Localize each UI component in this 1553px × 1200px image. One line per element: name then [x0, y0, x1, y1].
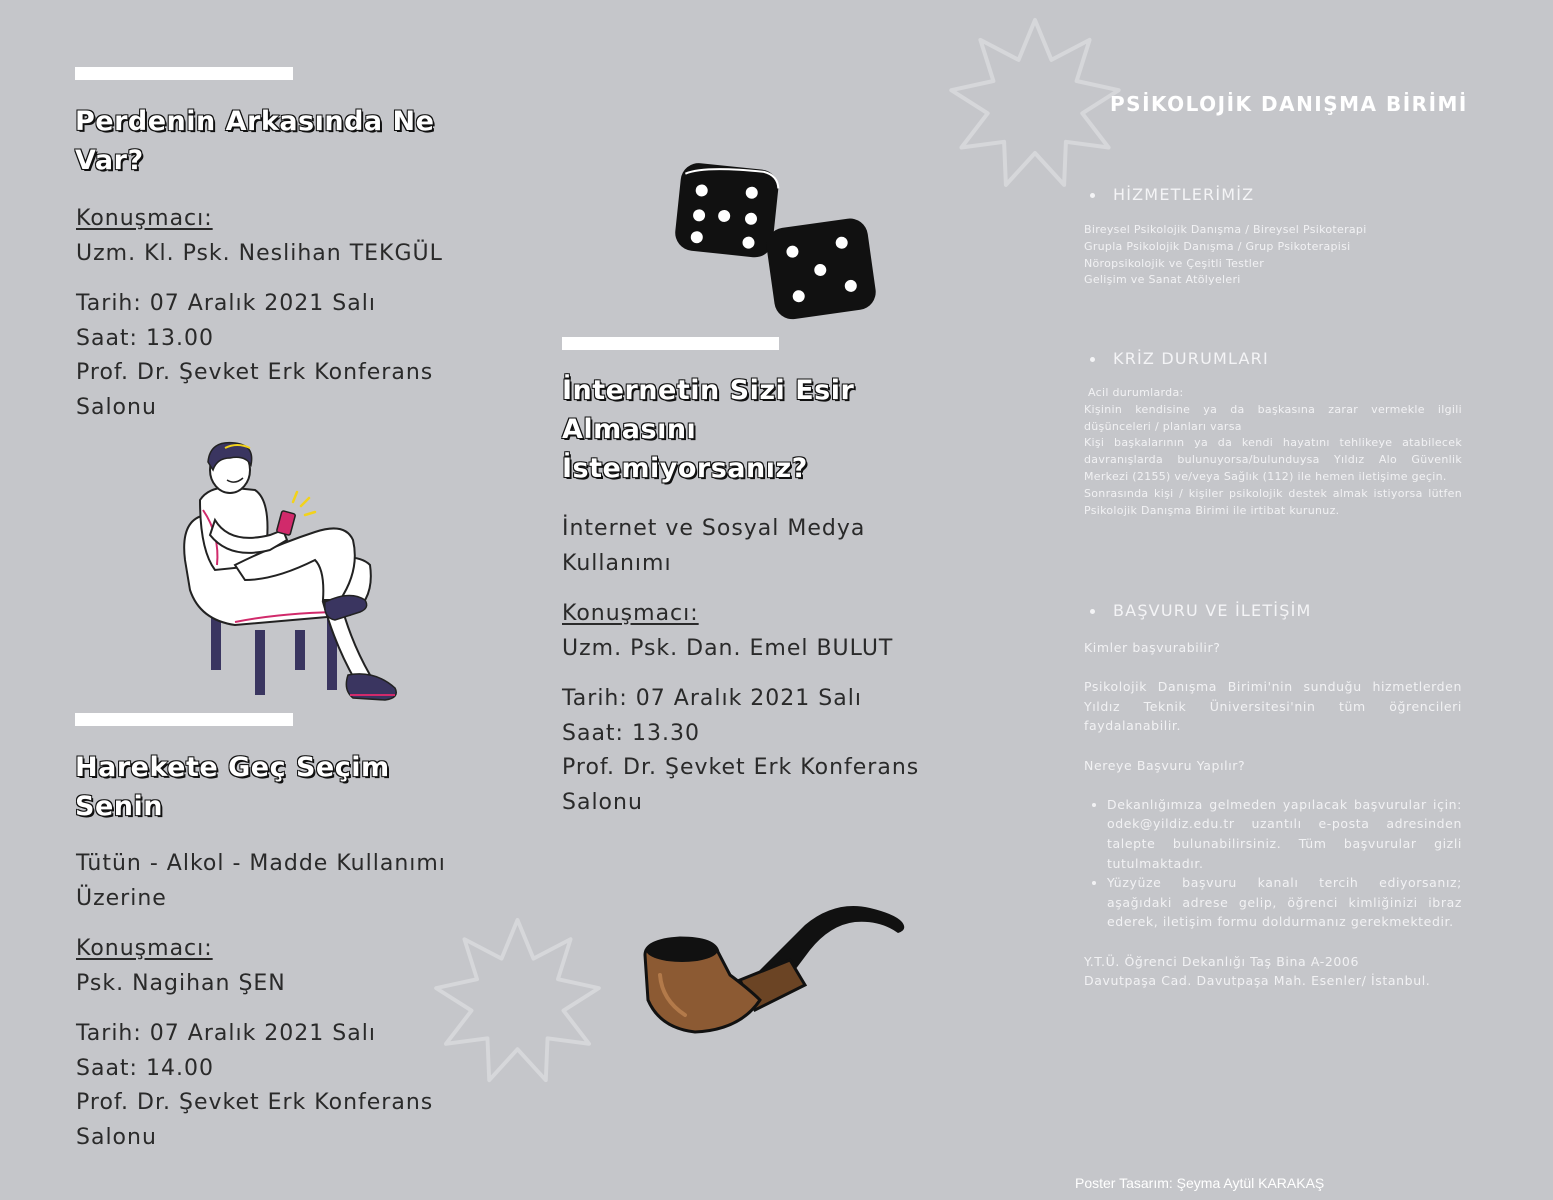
star-outline-icon [430, 915, 605, 1090]
crisis-paragraph: Sonrasında kişi / kişiler psikolojik destek almak istiyorsa lütfen Psikolojik Danışma Birimi ile irtibat kurunuz. [1084, 486, 1462, 517]
speaker-label: Konuşmacı: [76, 936, 213, 961]
speaker-name: Uzm. Psk. Dan. Emel BULUT [562, 635, 894, 661]
accent-bar [75, 67, 293, 80]
services-list [1084, 222, 1462, 289]
talk3-title: İnternetin Sizi Esir Almasını İstemiyorsanız? [562, 375, 855, 484]
list-item: Gelişim ve Sanat Atölyeleri [1084, 273, 1241, 287]
list-item: • Yüzyüze başvuru kanalı tercih ediyorsanız; aşağıdaki adrese gelip, öğrenci kimliğinizi ibraz ederek, iletişim formu doldurmanız gerekmektedir. [1107, 873, 1462, 932]
list-item: Grupla Psikolojik Danışma / Grup Psikoterapisi [1084, 239, 1351, 253]
list-item: Bireysel Psikolojik Danışma / Bireysel Psikoterapi [1084, 223, 1367, 236]
crisis-heading: KRİZ DURUMLARI [1092, 349, 1269, 368]
who-question: Kimler başvurabilir? [1084, 640, 1221, 655]
dice-icon [670, 158, 885, 323]
event-time: Saat: 13.30 [562, 720, 700, 746]
talk-subject: İnternet ve Sosyal Medya [562, 516, 866, 541]
services-heading: HİZMETLERİMİZ [1092, 185, 1254, 204]
speaker-label: Konuşmacı: [76, 206, 213, 231]
unit-title: PSİKOLOJİK DANIŞMA BİRİMİ [1110, 92, 1468, 116]
event-time: Saat: 13.00 [76, 325, 214, 351]
crisis-paragraph: Kişi başkalarının ya da kendi hayatını tehlikeye atabilecek davranışlarda bulunuyorsa/bulunduysa Yıldız Alo Güvenlik Merkezi (2155) ve/veya Sağlık (112) ile hemen iletişime geçin. [1084, 436, 1462, 483]
event-date: Tarih: 07 Aralık 2021 Salı [562, 686, 862, 711]
talk-subject: Kullanımı [562, 550, 672, 576]
talk3-details [562, 512, 919, 820]
event-date: Tarih: 07 Aralık 2021 Salı [76, 291, 376, 316]
talk-subject: Tütün - Alkol - Madde Kullanımı [76, 851, 446, 876]
list-item: • Dekanlığımıza gelmeden yapılacak başvurular için: odek@yildiz.edu.tr uzantılı e-posta adresinden talepte bulunabilirsiniz. Tüm başvurular gizli tutulmaktadır. [1107, 795, 1462, 873]
talk-subject: Üzerine [76, 885, 167, 911]
talk1-details [76, 202, 443, 425]
event-date: Tarih: 07 Aralık 2021 Salı [76, 1021, 376, 1046]
who-answer: Psikolojik Danışma Birimi'nin sunduğu hizmetlerden Yıldız Teknik Üniversitesi'nin tüm öğrencileri faydalanabilir. [1084, 679, 1462, 734]
event-venue: Salonu [562, 789, 643, 815]
poster-credit: Poster Tasarım: Şeyma Aytül KARAKAŞ [1075, 1175, 1325, 1191]
speaker-label: Konuşmacı: [562, 601, 699, 626]
event-venue: Salonu [76, 1124, 157, 1150]
address-line: Y.T.Ü. Öğrenci Dekanlığı Taş Bina A-2006 [1084, 953, 1360, 969]
list-item: Nöropsikolojik ve Çeşitli Testler [1084, 256, 1265, 270]
talk1-title: Perdenin Arkasında Ne Var? [75, 106, 435, 176]
crisis-text [1084, 385, 1462, 519]
event-venue: Prof. Dr. Şevket Erk Konferans [76, 360, 434, 385]
accent-bar [75, 713, 293, 726]
accent-bar [562, 337, 779, 350]
talk2-details [76, 847, 446, 1155]
event-venue: Salonu [76, 394, 157, 420]
event-venue: Prof. Dr. Şevket Erk Konferans [76, 1090, 434, 1115]
where-question: Nereye Başvuru Yapılır? [1084, 757, 1246, 773]
crisis-intro: Acil durumlarda: [1088, 386, 1184, 399]
contact-text [1084, 638, 1462, 991]
address-line: Davutpaşa Cad. Davutpaşa Mah. Esenler/ İstanbul. [1084, 973, 1431, 989]
speaker-name: Psk. Nagihan ŞEN [76, 970, 286, 996]
contact-heading: BAŞVURU VE İLETİŞİM [1092, 601, 1312, 620]
talk2-title: Harekete Geç Seçim Senin [75, 752, 390, 822]
event-venue: Prof. Dr. Şevket Erk Konferans [562, 755, 920, 780]
speaker-name: Uzm. Kl. Psk. Neslihan TEKGÜL [76, 240, 443, 266]
star-outline-icon [945, 15, 1125, 195]
crisis-paragraph: Kişinin kendisine ya da başkasına zarar vermekle ilgili düşünceleri / planları varsa [1084, 402, 1462, 433]
event-time: Saat: 14.00 [76, 1055, 214, 1081]
pipe-icon [640, 900, 915, 1040]
person-phone-chair-illustration [175, 440, 415, 705]
where-list [1084, 795, 1462, 932]
